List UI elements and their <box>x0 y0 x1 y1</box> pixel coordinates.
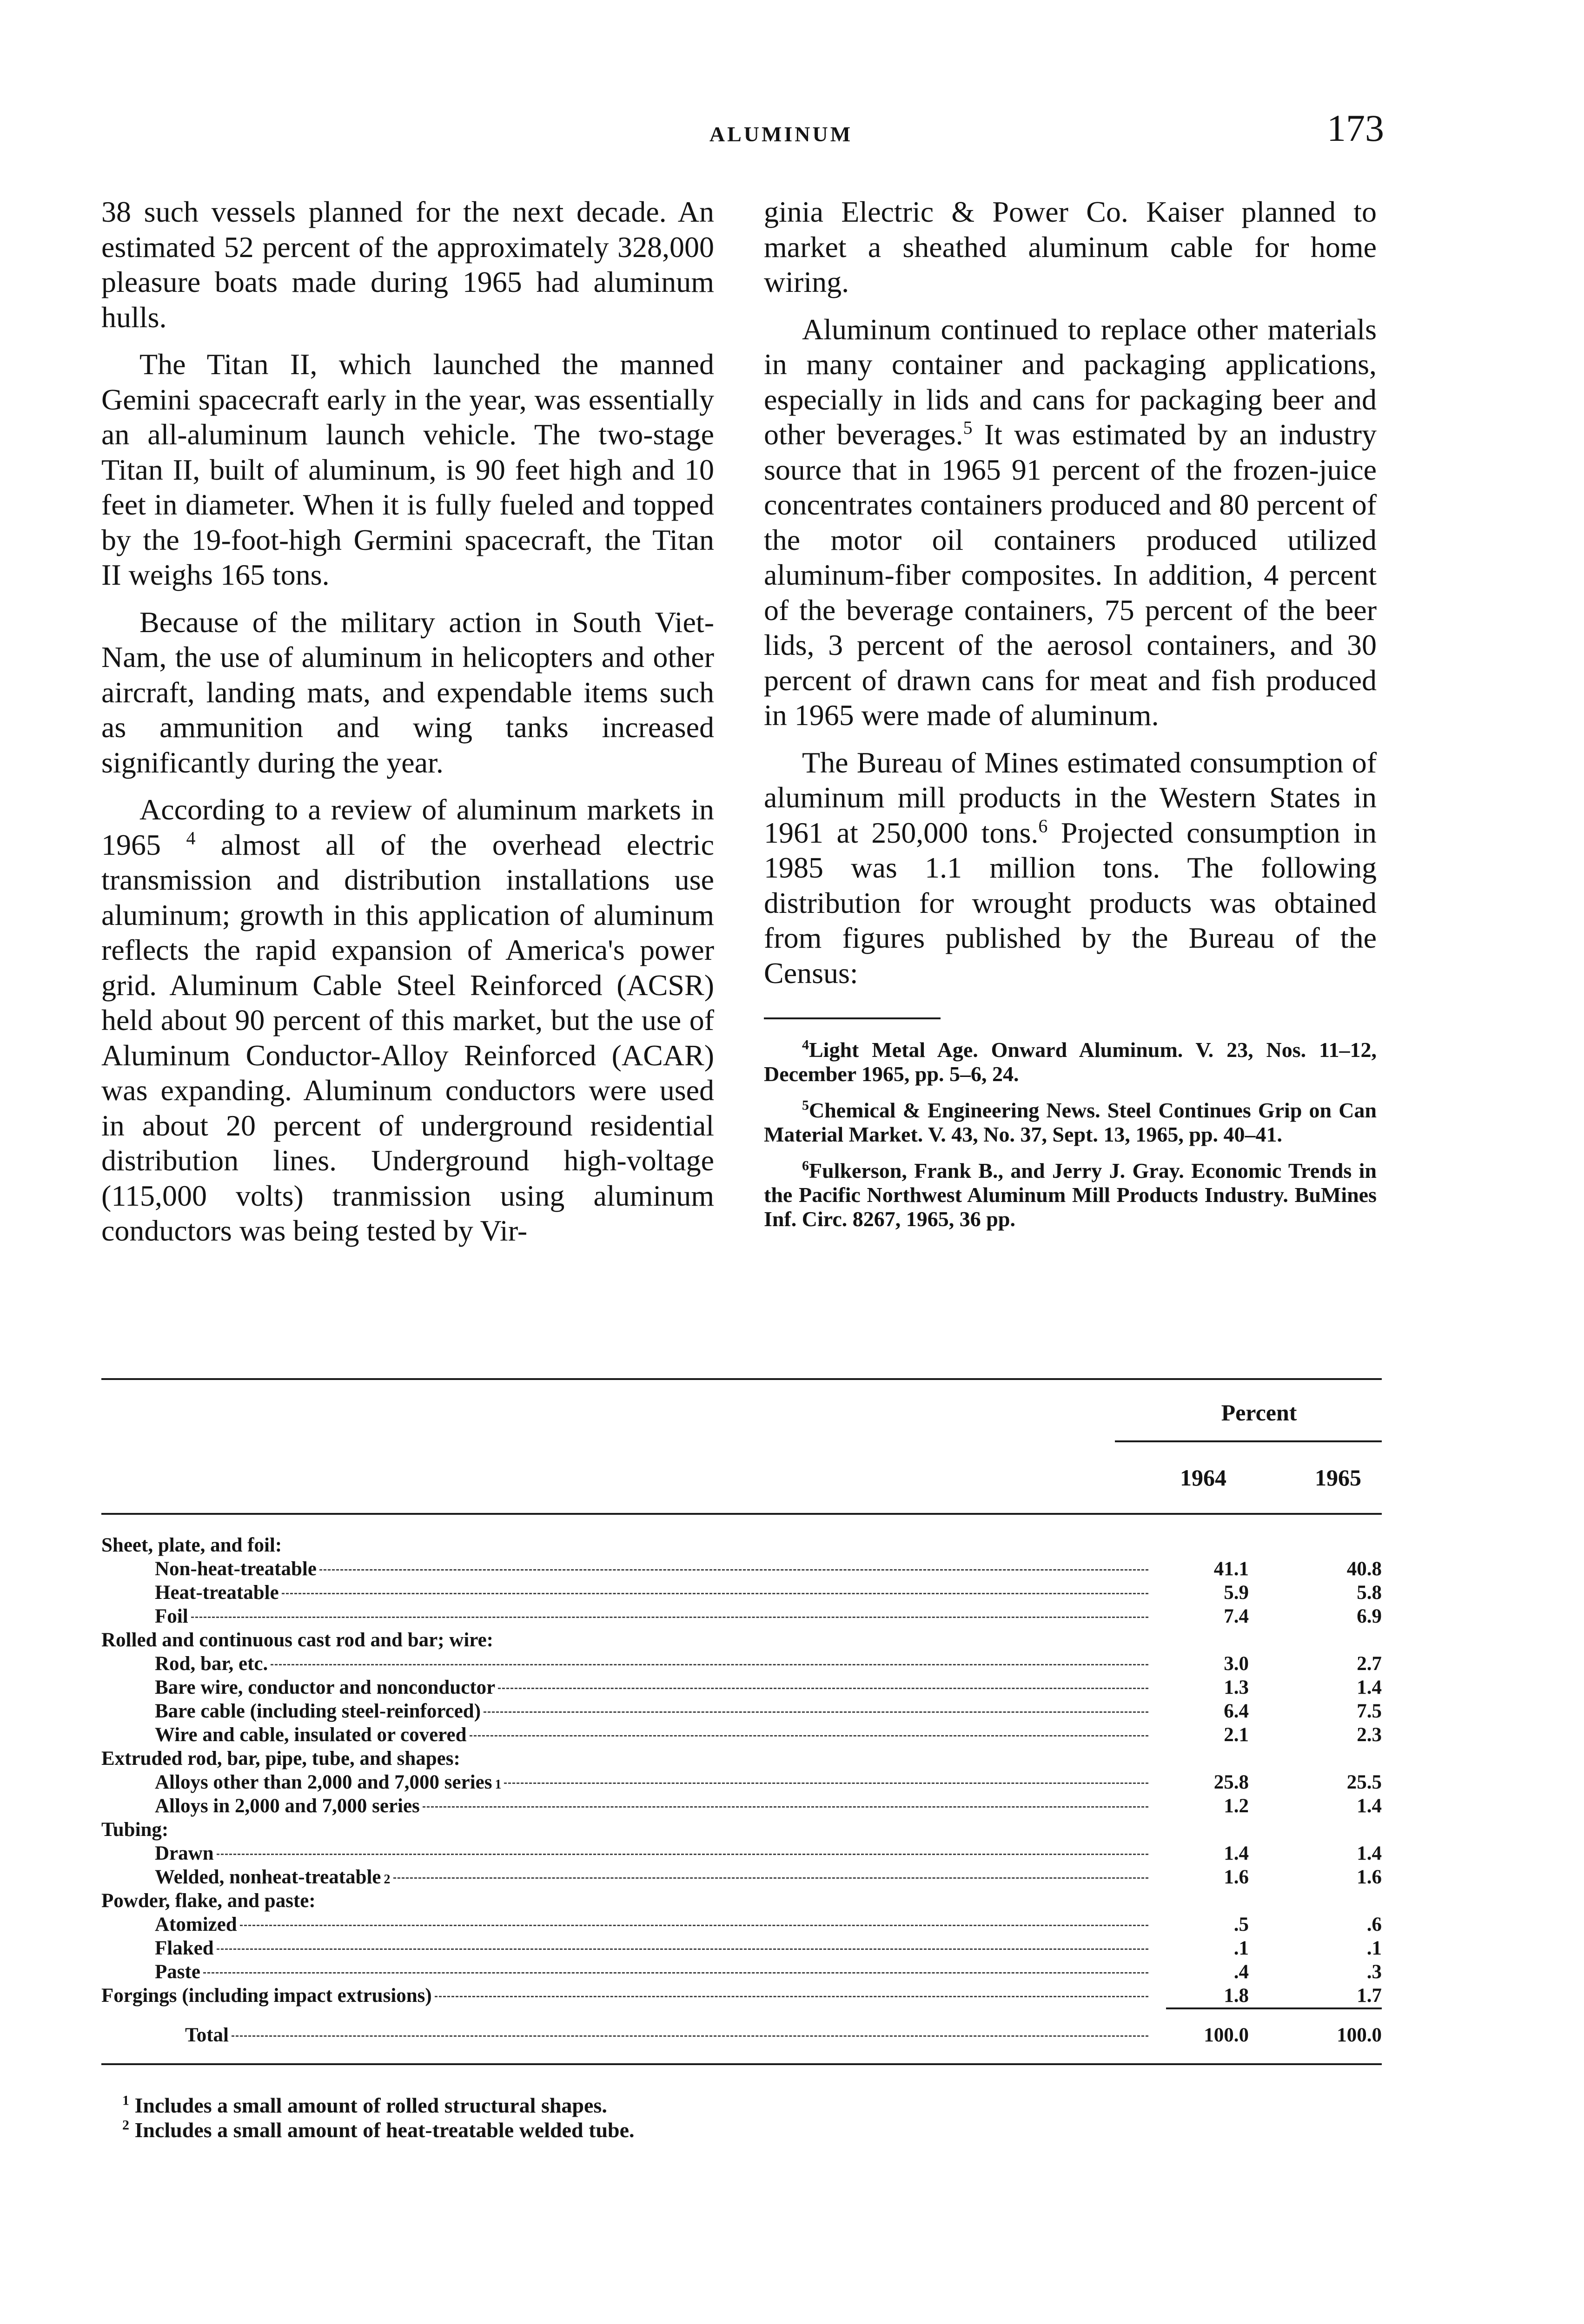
table-row <box>101 1818 1382 1842</box>
table-row <box>101 1984 1382 2007</box>
footnotes <box>764 1038 1377 1231</box>
dot-leader <box>504 1783 1148 1784</box>
row-label: Welded, nonheat-treatable <box>155 1866 381 1888</box>
sum-rule-1964 <box>1166 2007 1278 2009</box>
row-label: Wire and cable, insulated or covered <box>155 1724 467 1746</box>
table-row <box>101 1913 1382 1936</box>
dot-leader <box>484 1711 1148 1713</box>
cell-1964: .5 <box>1233 1914 1249 1935</box>
table-row <box>101 1889 1382 1913</box>
cell-1965: 1.6 <box>1357 1866 1382 1888</box>
table-footnotes <box>101 2093 1382 2142</box>
row-label: Foil <box>155 1605 188 1627</box>
row-label: Tubing: <box>101 1819 169 1841</box>
table-row <box>101 1628 1382 1652</box>
running-header: ALUMINUM <box>709 122 853 146</box>
header-rule <box>1115 1440 1382 1442</box>
cell-1965: 2.7 <box>1357 1653 1382 1675</box>
row-label: Bare wire, conductor and nonconductor <box>155 1677 496 1698</box>
paragraph: 38 such vessels planned for the next decade. An estimated 52 percent of the approximately 328,000 pleasure boats made during 1965 had aluminum hulls. <box>101 195 714 334</box>
cell-1964: 1.4 <box>1224 1842 1249 1864</box>
cell-1965: .6 <box>1366 1914 1382 1935</box>
footnote-divider <box>764 1017 941 1019</box>
row-label: Alloys in 2,000 and 7,000 series <box>155 1795 420 1817</box>
dot-leader <box>423 1806 1148 1808</box>
cell-1964: .4 <box>1233 1961 1249 1983</box>
table-row <box>101 1581 1382 1604</box>
total-1964: 100.0 <box>1204 2024 1249 2046</box>
table-row <box>101 1936 1382 1960</box>
paragraph-body: Aluminum continued to replace other materials in many container and packaging applications, especially in lids and cans for packaging beer and other beverages. <box>764 312 1377 451</box>
cell-1964: 5.9 <box>1224 1582 1249 1604</box>
percent-header: Percent <box>1221 1400 1297 1426</box>
row-label: Powder, flake, and paste: <box>101 1890 316 1912</box>
row-label: Forgings (including impact extrusions) <box>101 1985 432 2007</box>
cell-1964: 6.4 <box>1224 1700 1249 1722</box>
dot-leader <box>203 1972 1148 1974</box>
cell-1965: .3 <box>1366 1961 1382 1983</box>
footnote-ref: 5 <box>963 417 973 438</box>
row-label: Extruded rod, bar, pipe, tube, and shapes: <box>101 1748 460 1769</box>
row-label: Sheet, plate, and foil: <box>101 1534 282 1556</box>
footnote: $^5$Chemical & Engineering News. Steel Continues Grip on Can Material Market. V. 43, No. 37, Sept. 13, 1965, pp. 40–41. <box>764 1097 1377 1146</box>
dot-leader <box>232 2035 1148 2037</box>
cell-1965: 6.9 <box>1357 1605 1382 1627</box>
row-label: Atomized <box>155 1914 237 1935</box>
row-label: Alloys other than 2,000 and 7,000 series <box>155 1771 492 1793</box>
table-row <box>101 1676 1382 1699</box>
cell-1964: 1.6 <box>1224 1866 1249 1888</box>
dot-leader <box>282 1593 1148 1594</box>
table-row <box>101 1699 1382 1723</box>
cell-1965: 2.3 <box>1357 1724 1382 1746</box>
left-column <box>101 194 714 1261</box>
dot-leader <box>498 1688 1148 1689</box>
dot-leader <box>191 1617 1148 1618</box>
cell-1964: 1.8 <box>1224 1985 1249 2007</box>
footnote: $^6$Fulkerson, Frank B., and Jerry J. Gray. Economic Trends in the Pacific Northwest Aluminum Mill Products Industry. BuMines Inf. Circ. 8267, 1965, 36 pp. <box>764 1158 1377 1231</box>
dot-leader <box>217 1948 1148 1950</box>
year-header-1965: 1965 <box>1315 1465 1361 1491</box>
dot-leader <box>319 1569 1148 1571</box>
cell-1965: 1.7 <box>1357 1985 1382 2007</box>
dot-leader <box>240 1925 1148 1926</box>
cell-1965: .1 <box>1366 1937 1382 1959</box>
paragraph <box>101 792 714 1248</box>
row-label: Paste <box>155 1961 200 1983</box>
table-footnote: $^1$ Includes a small amount of rolled structural shapes. <box>122 2093 607 2117</box>
row-label: Rod, bar, etc. <box>155 1653 268 1675</box>
right-column <box>764 194 1377 1243</box>
table-row <box>101 1842 1382 1865</box>
cell-1964: 25.8 <box>1213 1771 1249 1793</box>
total-1965: 100.0 <box>1337 2024 1382 2046</box>
cell-1965: 1.4 <box>1357 1795 1382 1817</box>
cell-1964: 3.0 <box>1224 1653 1249 1675</box>
table-row: Welded, nonheat-treatable 2 1.6 1.6 <box>101 1865 1382 1889</box>
table-total-row <box>101 2023 1382 2050</box>
row-label: Rolled and continuous cast rod and bar; wire: <box>101 1629 493 1651</box>
cell-1964: 41.1 <box>1213 1558 1249 1580</box>
cell-1965: 40.8 <box>1346 1558 1382 1580</box>
footnote-ref: 4 <box>186 827 196 849</box>
table-body <box>101 1515 1382 2007</box>
paragraph-lead: According to a review of aluminum markets in 1965 <box>101 793 714 861</box>
dot-leader <box>470 1735 1149 1736</box>
row-label: Bare cable (including steel-reinforced) <box>155 1700 481 1722</box>
cell-1965: 25.5 <box>1346 1771 1382 1793</box>
table-footnote: $^2$ Includes a small amount of heat-treatable welded tube. <box>122 2117 635 2142</box>
sum-rule-1965 <box>1270 2007 1382 2009</box>
total-label: Total <box>185 2024 229 2046</box>
cell-1964: 7.4 <box>1224 1605 1249 1627</box>
row-label: Non-heat-treatable <box>155 1558 317 1580</box>
row-label: Heat-treatable <box>155 1582 279 1604</box>
row-label: Drawn <box>155 1842 214 1864</box>
paragraph: ginia Electric & Power Co. Kaiser planned to market a sheathed aluminum cable for home wiring. <box>764 195 1377 298</box>
cell-1964: 2.1 <box>1224 1724 1249 1746</box>
dot-leader <box>217 1854 1148 1855</box>
cell-1965: 5.8 <box>1357 1582 1382 1604</box>
paragraph: The Titan II, which launched the manned Gemini spacecraft early in the year, was essentially an all-aluminum launch vehicle. The two-stage Titan II, built of aluminum, is 90 feet high and 10 feet in diameter. When it is fully fueled and topped by the 19-foot-high Germini spacecraft, the Titan II weighs 165 tons. <box>101 348 714 591</box>
table-row <box>101 1557 1382 1581</box>
dot-leader <box>393 1877 1148 1879</box>
cell-1965: 1.4 <box>1357 1842 1382 1864</box>
cell-1964: .1 <box>1233 1937 1249 1959</box>
table-row <box>101 1747 1382 1770</box>
paragraph <box>764 745 1377 991</box>
table-header <box>101 1380 1382 1515</box>
table-bottom-rule <box>101 2063 1382 2065</box>
paragraph-body: almost all of the overhead electric transmission and distribution installations use aluminum; growth in this application of aluminum reflects the rapid expansion of America's power grid. Aluminum Cable Steel Reinforced (ACSR) held about 90 percent of this market, but the use of Aluminum Conductor-Alloy Reinforced (ACAR) was expanding. Aluminum conductors were used in about 20 percent of underground residential distribution lines. Underground high-voltage (115,000 volts) tranmission using aluminum conductors was being tested by Vir- <box>101 828 714 1247</box>
cell-1964: 1.2 <box>1224 1795 1249 1817</box>
wrought-products-table <box>101 1378 1382 2142</box>
header-bottom-rule <box>101 1513 1382 1515</box>
table-row <box>101 1652 1382 1676</box>
table-row <box>101 1533 1382 1557</box>
dot-leader <box>271 1664 1148 1665</box>
cell-1964: 1.3 <box>1224 1677 1249 1698</box>
paragraph: Because of the military action in South Viet-Nam, the use of aluminum in helicopters and other aircraft, landing mats, and expendable items such as ammunition and wing tanks increased significantly during the year. <box>101 605 714 779</box>
paragraph-body: It was estimated by an industry source that in 1965 91 percent of the frozen-juice concentrates containers produced and 80 percent of the motor oil containers produced utilized aluminum-fiber composites. In addition, 4 percent of the beverage containers, 75 percent of the beer lids, 3 percent of the aerosol containers, and 30 percent of drawn cans for meat and fish produced in 1965 were made of aluminum. <box>764 418 1377 732</box>
paragraph-body: Projected consumption in 1985 was 1.1 million tons. The following distribution for wrought products was obtained from figures published by the Bureau of the Census: <box>764 816 1377 990</box>
footnote-ref: 6 <box>1038 815 1048 837</box>
table-row <box>101 1604 1382 1628</box>
dot-leader <box>435 1996 1148 1997</box>
paragraph-body: The Bureau of Mines estimated consumption of aluminum mill products in the Western States in 1961 at 250,000 tons. <box>764 746 1377 849</box>
year-header-1964: 1964 <box>1180 1465 1226 1491</box>
footnote: $^4$Light Metal Age. Onward Aluminum. V. 23, Nos. 11–12, December 1965, pp. 5–6, 24. <box>764 1037 1377 1086</box>
table-row: Alloys other than 2,000 and 7,000 series 1 25.8 25.5 <box>101 1770 1382 1794</box>
cell-1965: 1.4 <box>1357 1677 1382 1698</box>
paragraph <box>764 312 1377 733</box>
table-row <box>101 1960 1382 1984</box>
table-row <box>101 1794 1382 1818</box>
table-row <box>101 1723 1382 1747</box>
cell-1965: 7.5 <box>1357 1700 1382 1722</box>
row-label: Flaked <box>155 1937 214 1959</box>
page-number: 173 <box>1327 107 1384 149</box>
